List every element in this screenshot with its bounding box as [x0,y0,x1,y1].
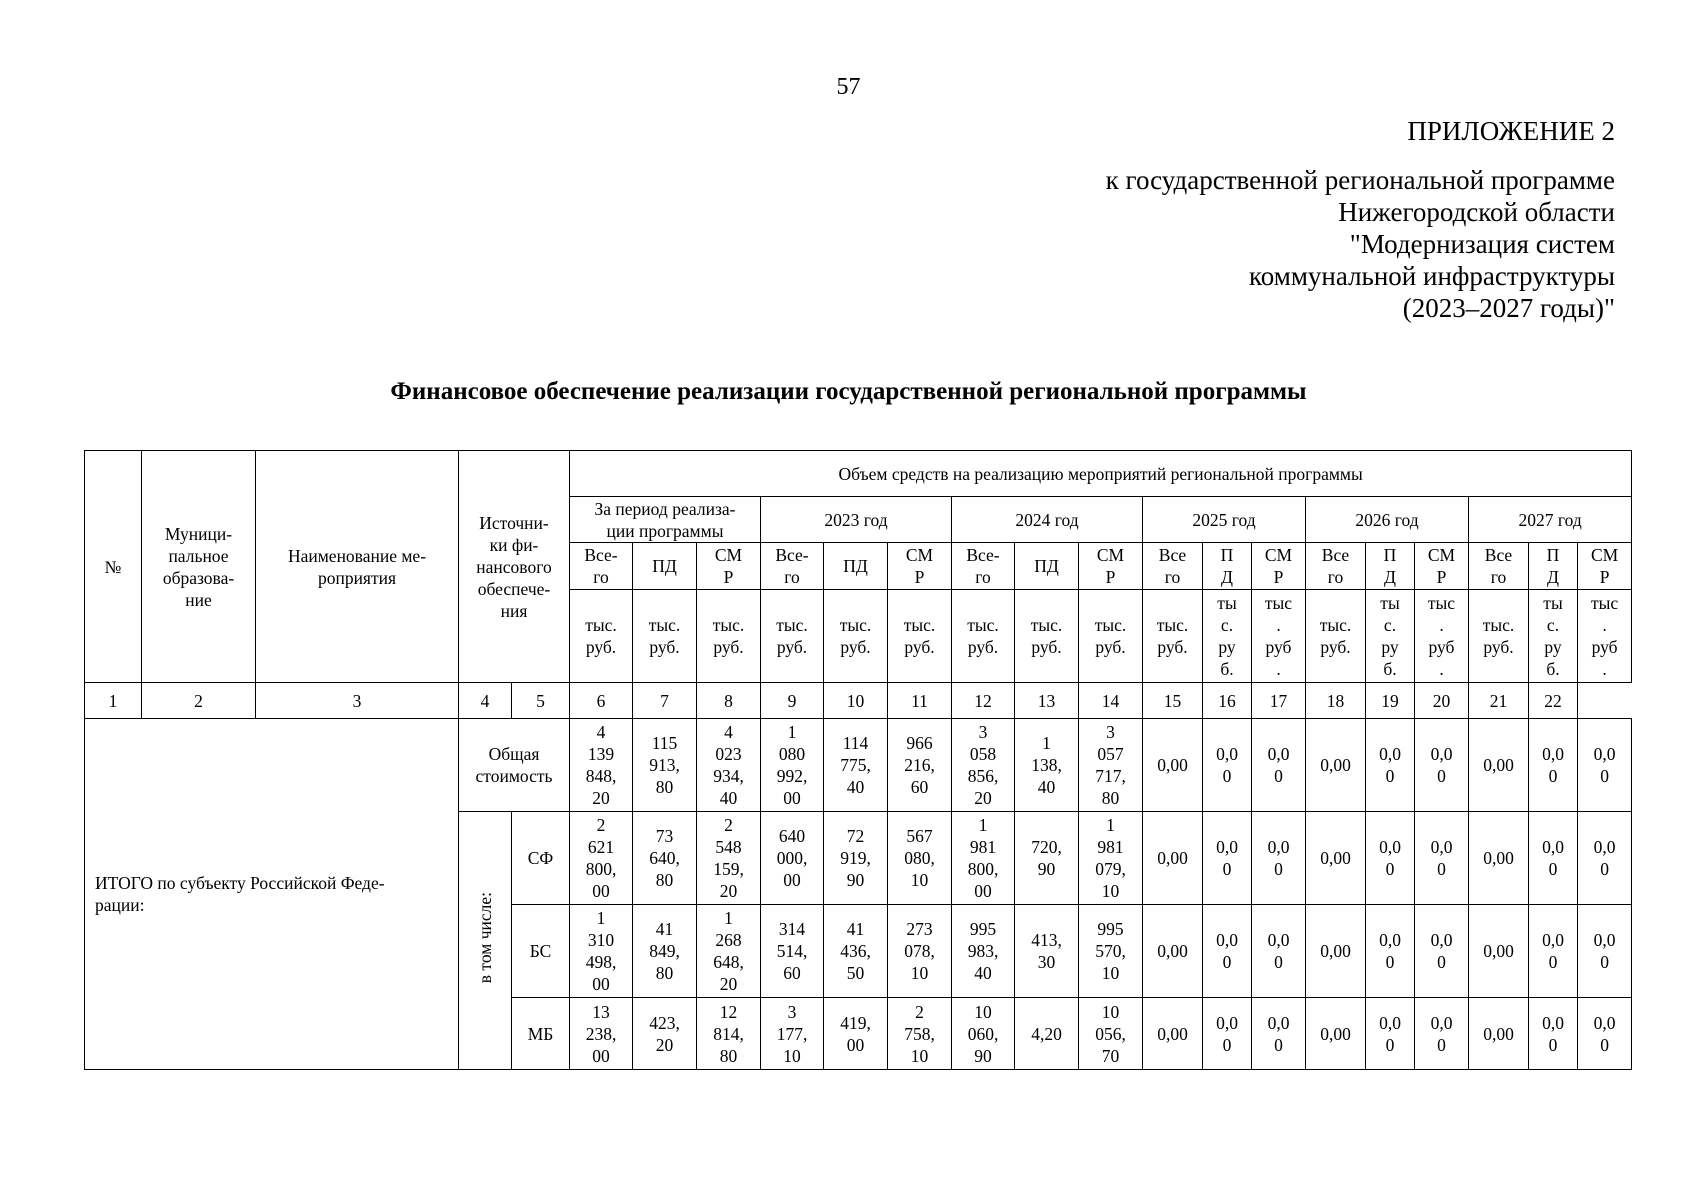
value-cell: 4 139 848, 20 [570,719,633,812]
subcolumn-header: СМ Р [1415,543,1469,590]
subcolumn-header: Все го [1143,543,1203,590]
value-cell: 10 060, 90 [952,998,1015,1070]
value-cell: 0,0 0 [1415,719,1469,812]
column-number: 9 [761,683,824,719]
subcolumn-header: СМ Р [1252,543,1306,590]
header-financing-source: Источни- ки фи- нансового обеспече- ния [459,451,570,683]
unit-cell: тыс. руб. [824,590,888,683]
column-number: 2 [142,683,256,719]
value-cell: 2 548 159, 20 [697,812,761,905]
table-row-total [85,719,1632,812]
value-cell: 0,0 0 [1415,812,1469,905]
unit-cell: тыс. руб. [570,590,633,683]
header-volume: Объем средств на реализацию мероприятий региональной программы [570,451,1632,497]
unit-cell: тыс . руб . [1415,590,1469,683]
value-cell: 0,00 [1143,905,1203,998]
value-cell: 0,0 0 [1366,998,1415,1070]
column-number: 18 [1306,683,1366,719]
value-cell: 13 238, 00 [570,998,633,1070]
value-cell: 640 000, 00 [761,812,824,905]
header-row-volume [85,451,1632,497]
value-cell: 0,0 0 [1366,812,1415,905]
financing-table [84,450,1632,1070]
value-cell: 4 023 934, 40 [697,719,761,812]
column-number: 16 [1203,683,1252,719]
document-title: Финансовое обеспечение реализации государственной региональной программы [390,378,1307,405]
unit-cell: ты с. ру б. [1366,590,1415,683]
value-cell: 966 216, 60 [888,719,952,812]
value-cell: 2 758, 10 [888,998,952,1070]
value-cell: 419, 00 [824,998,888,1070]
value-cell: 0,00 [1306,719,1366,812]
value-cell: 0,00 [1143,719,1203,812]
value-cell: 720, 90 [1015,812,1079,905]
column-number: 3 [256,683,459,719]
subcolumn-header: Все го [1306,543,1366,590]
subcolumn-header: П Д [1529,543,1578,590]
column-number: 13 [1015,683,1079,719]
subcolumn-header: П Д [1203,543,1252,590]
subtitle-line: (2023–2027 годы)" [1402,293,1615,323]
unit-cell: тыс. руб. [1469,590,1529,683]
value-cell: 0,0 0 [1415,998,1469,1070]
unit-cell: тыс . руб . [1578,590,1632,683]
subcolumn-header: СМ Р [1079,543,1143,590]
value-cell: 0,0 0 [1415,905,1469,998]
value-cell: 72 919, 90 [824,812,888,905]
value-cell: 0,0 0 [1203,905,1252,998]
value-cell: 3 058 856, 20 [952,719,1015,812]
unit-cell: тыс. руб. [633,590,697,683]
value-cell: 0,00 [1469,719,1529,812]
subcolumn-header: Все- го [952,543,1015,590]
value-cell: 1 138, 40 [1015,719,1079,812]
subcolumn-header: СМ Р [888,543,952,590]
subcolumn-header: ПД [1015,543,1079,590]
value-cell: 0,0 0 [1529,998,1578,1070]
value-cell: 0,00 [1306,812,1366,905]
value-cell: 423, 20 [633,998,697,1070]
page-number: 57 [836,74,861,100]
subcolumn-header: ПД [633,543,697,590]
value-cell: 41 436, 50 [824,905,888,998]
including-label-text: в том числе: [475,892,495,984]
value-cell: 2 621 800, 00 [570,812,633,905]
unit-cell: ты с. ру б. [1203,590,1252,683]
value-cell: 1 268 648, 20 [697,905,761,998]
value-cell: 0,0 0 [1529,719,1578,812]
column-number: 14 [1079,683,1143,719]
value-cell: 114 775, 40 [824,719,888,812]
value-cell: 115 913, 80 [633,719,697,812]
value-cell: 1 080 992, 00 [761,719,824,812]
value-cell: 0,00 [1143,998,1203,1070]
subtitle-line: коммунальной инфраструктуры [1249,261,1615,291]
value-cell: 0,0 0 [1578,998,1632,1070]
unit-cell: тыс. руб. [952,590,1015,683]
header-row-column-numbers [85,683,1632,719]
unit-cell: тыс. руб. [888,590,952,683]
column-number: 17 [1252,683,1306,719]
value-cell: 0,0 0 [1578,719,1632,812]
value-cell: 0,0 0 [1252,719,1306,812]
including-label [459,812,512,1070]
column-number: 4 [459,683,512,719]
period-header: За период реализа- ции программы [570,497,761,543]
column-number: 1 [85,683,142,719]
value-cell: 0,0 0 [1366,905,1415,998]
column-number: 12 [952,683,1015,719]
value-cell: 0,00 [1143,812,1203,905]
period-header: 2024 год [952,497,1143,543]
column-number: 8 [697,683,761,719]
value-cell: 0,00 [1469,998,1529,1070]
column-number: 19 [1366,683,1415,719]
unit-cell: тыс . руб . [1252,590,1306,683]
column-number: 15 [1143,683,1203,719]
value-cell: 0,0 0 [1252,905,1306,998]
value-cell: 995 570, 10 [1079,905,1143,998]
subcolumn-header: Все- го [570,543,633,590]
value-cell: 0,0 0 [1578,812,1632,905]
value-cell: 1 981 079, 10 [1079,812,1143,905]
unit-cell: тыс. руб. [1015,590,1079,683]
value-cell: 0,0 0 [1252,998,1306,1070]
value-cell: 0,0 0 [1203,812,1252,905]
value-cell: 0,0 0 [1529,812,1578,905]
value-cell: 0,0 0 [1252,812,1306,905]
period-header: 2023 год [761,497,952,543]
column-number: 6 [570,683,633,719]
value-cell: 0,0 0 [1203,719,1252,812]
header-event-name: Наименование ме- роприятия [256,451,459,683]
value-cell: 10 056, 70 [1079,998,1143,1070]
period-header: 2026 год [1306,497,1469,543]
unit-cell: тыс. руб. [1306,590,1366,683]
column-number: 10 [824,683,888,719]
value-cell: 567 080, 10 [888,812,952,905]
unit-cell: тыс. руб. [1143,590,1203,683]
column-number: 7 [633,683,697,719]
value-cell: 0,0 0 [1529,905,1578,998]
breakdown-source: БС [512,905,570,998]
unit-cell: тыс. руб. [761,590,824,683]
value-cell: 3 057 717, 80 [1079,719,1143,812]
value-cell: 4,20 [1015,998,1079,1070]
total-label: ИТОГО по субъекту Российской Феде- рации: [85,719,459,1070]
value-cell: 3 177, 10 [761,998,824,1070]
value-cell: 273 078, 10 [888,905,952,998]
value-cell: 413, 30 [1015,905,1079,998]
value-cell: 73 640, 80 [633,812,697,905]
subcolumn-header: СМ Р [1578,543,1632,590]
unit-cell: ты с. ру б. [1529,590,1578,683]
value-cell: 1 981 800, 00 [952,812,1015,905]
subtitle-line: к государственной региональной программе [1105,165,1615,195]
total-source: Общая стоимость [459,719,570,812]
period-header: 2027 год [1469,497,1632,543]
breakdown-source: МБ [512,998,570,1070]
subcolumn-header: П Д [1366,543,1415,590]
value-cell: 12 814, 80 [697,998,761,1070]
subtitle-line: "Модернизация систем [1349,229,1615,259]
appendix-heading: ПРИЛОЖЕНИЕ 2 [1407,116,1615,146]
header-municipality: Муници- пальное образова- ние [142,451,256,683]
value-cell: 0,00 [1469,812,1529,905]
header-no: № [85,451,142,683]
period-header: 2025 год [1143,497,1306,543]
value-cell: 314 514, 60 [761,905,824,998]
breakdown-source: СФ [512,812,570,905]
value-cell: 0,0 0 [1366,719,1415,812]
value-cell: 0,00 [1306,905,1366,998]
value-cell: 0,0 0 [1578,905,1632,998]
unit-cell: тыс. руб. [1079,590,1143,683]
value-cell: 0,00 [1306,998,1366,1070]
column-number: 5 [512,683,570,719]
subcolumn-header: СМ Р [697,543,761,590]
value-cell: 995 983, 40 [952,905,1015,998]
column-number: 20 [1415,683,1469,719]
unit-cell: тыс. руб. [697,590,761,683]
column-number: 11 [888,683,952,719]
subcolumn-header: ПД [824,543,888,590]
column-number: 21 [1469,683,1529,719]
value-cell: 1 310 498, 00 [570,905,633,998]
value-cell: 0,00 [1469,905,1529,998]
value-cell: 0,0 0 [1203,998,1252,1070]
column-number: 22 [1529,683,1578,719]
subtitle-line: Нижегородской области [1338,197,1615,227]
value-cell: 41 849, 80 [633,905,697,998]
subcolumn-header: Все- го [761,543,824,590]
subcolumn-header: Все го [1469,543,1529,590]
appendix-subtitle [1106,164,1615,324]
